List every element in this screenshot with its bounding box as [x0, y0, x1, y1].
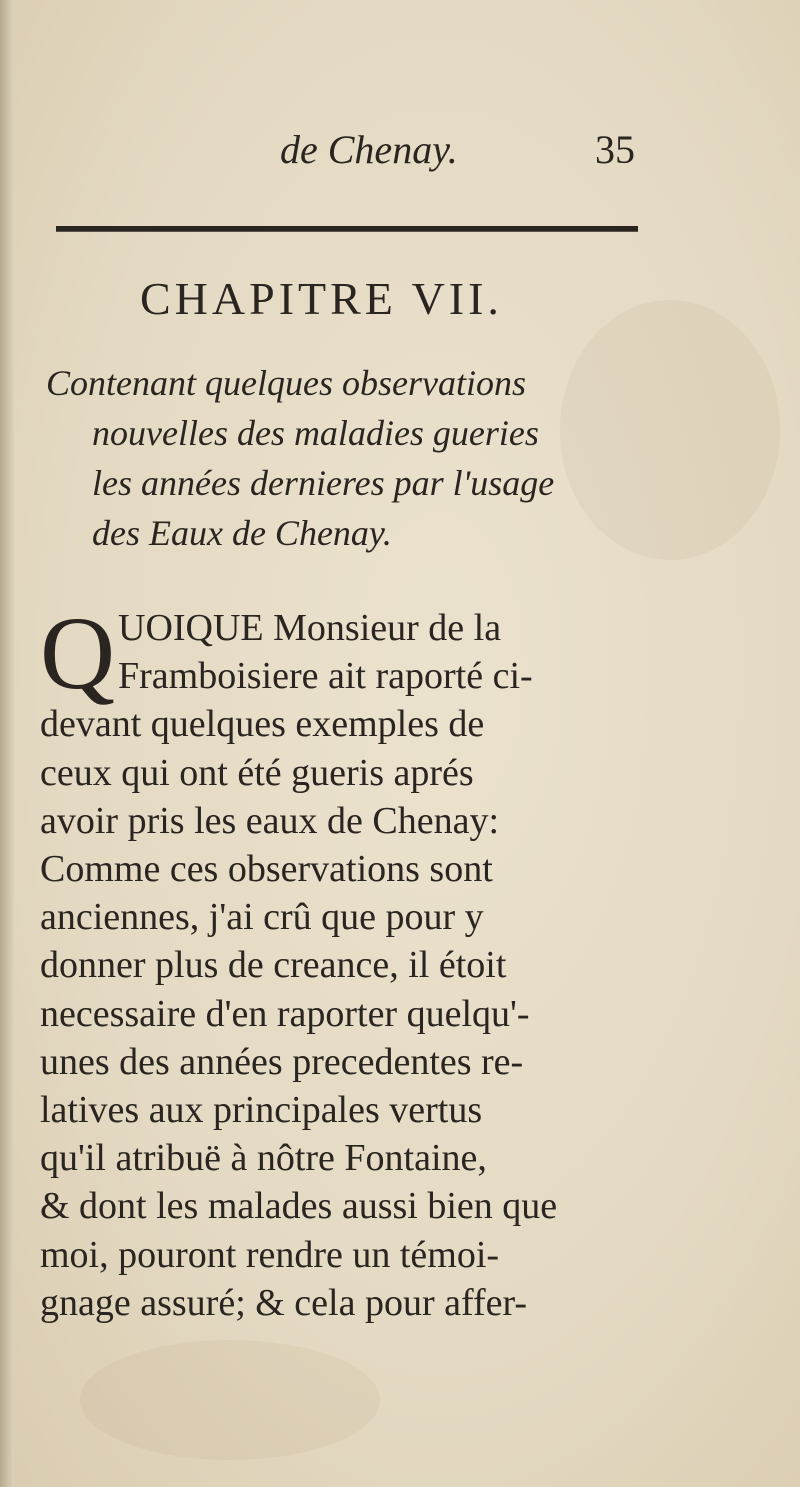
- body-line: moi, pouront rendre un témoi-: [40, 1233, 500, 1276]
- body-line: avoir pris les eaux de Chenay:: [40, 799, 500, 842]
- summary-line: les années dernieres par l'usage: [92, 463, 555, 503]
- body-line: anciennes, j'ai crû que pour y: [40, 896, 484, 939]
- body-line: necessaire d'en raporter quelqu'-: [40, 992, 530, 1035]
- chapter-summary: [46, 358, 646, 558]
- body-line: gnage assuré; & cela pour affer-: [40, 1281, 528, 1324]
- body-line: Framboisiere ait raporté ci-: [118, 655, 533, 698]
- body-line: Comme ces observations sont: [40, 848, 493, 891]
- page-number: 35: [595, 127, 635, 172]
- page-gutter: [0, 0, 14, 1487]
- body-line: latives aux principales vertus: [40, 1089, 483, 1132]
- body-line: UOIQUE Monsieur de la: [118, 607, 502, 649]
- running-title: de Chenay.: [280, 127, 458, 172]
- chapter-title: CHAPITRE VII.: [140, 273, 503, 324]
- body-line: qu'il atribuë à nôtre Fontaine,: [40, 1137, 487, 1180]
- body-paragraph: [40, 596, 640, 1327]
- body-line: unes des années precedentes re-: [40, 1040, 524, 1083]
- summary-line: Contenant quelques observations: [46, 363, 526, 403]
- summary-line: nouvelles des maladies gueries: [92, 413, 539, 453]
- running-head: [40, 120, 640, 180]
- paper-stain: [80, 1340, 380, 1460]
- body-line: donner plus de creance, il étoit: [40, 944, 507, 987]
- header-rule: [56, 226, 638, 232]
- summary-line: des Eaux de Chenay.: [92, 513, 392, 553]
- body-line: & dont les malades aussi bien que: [40, 1185, 558, 1228]
- body-line: ceux qui ont été gueris aprés: [40, 751, 474, 794]
- body-line: devant quelques exemples de: [40, 703, 485, 746]
- drop-cap: Q: [40, 596, 116, 711]
